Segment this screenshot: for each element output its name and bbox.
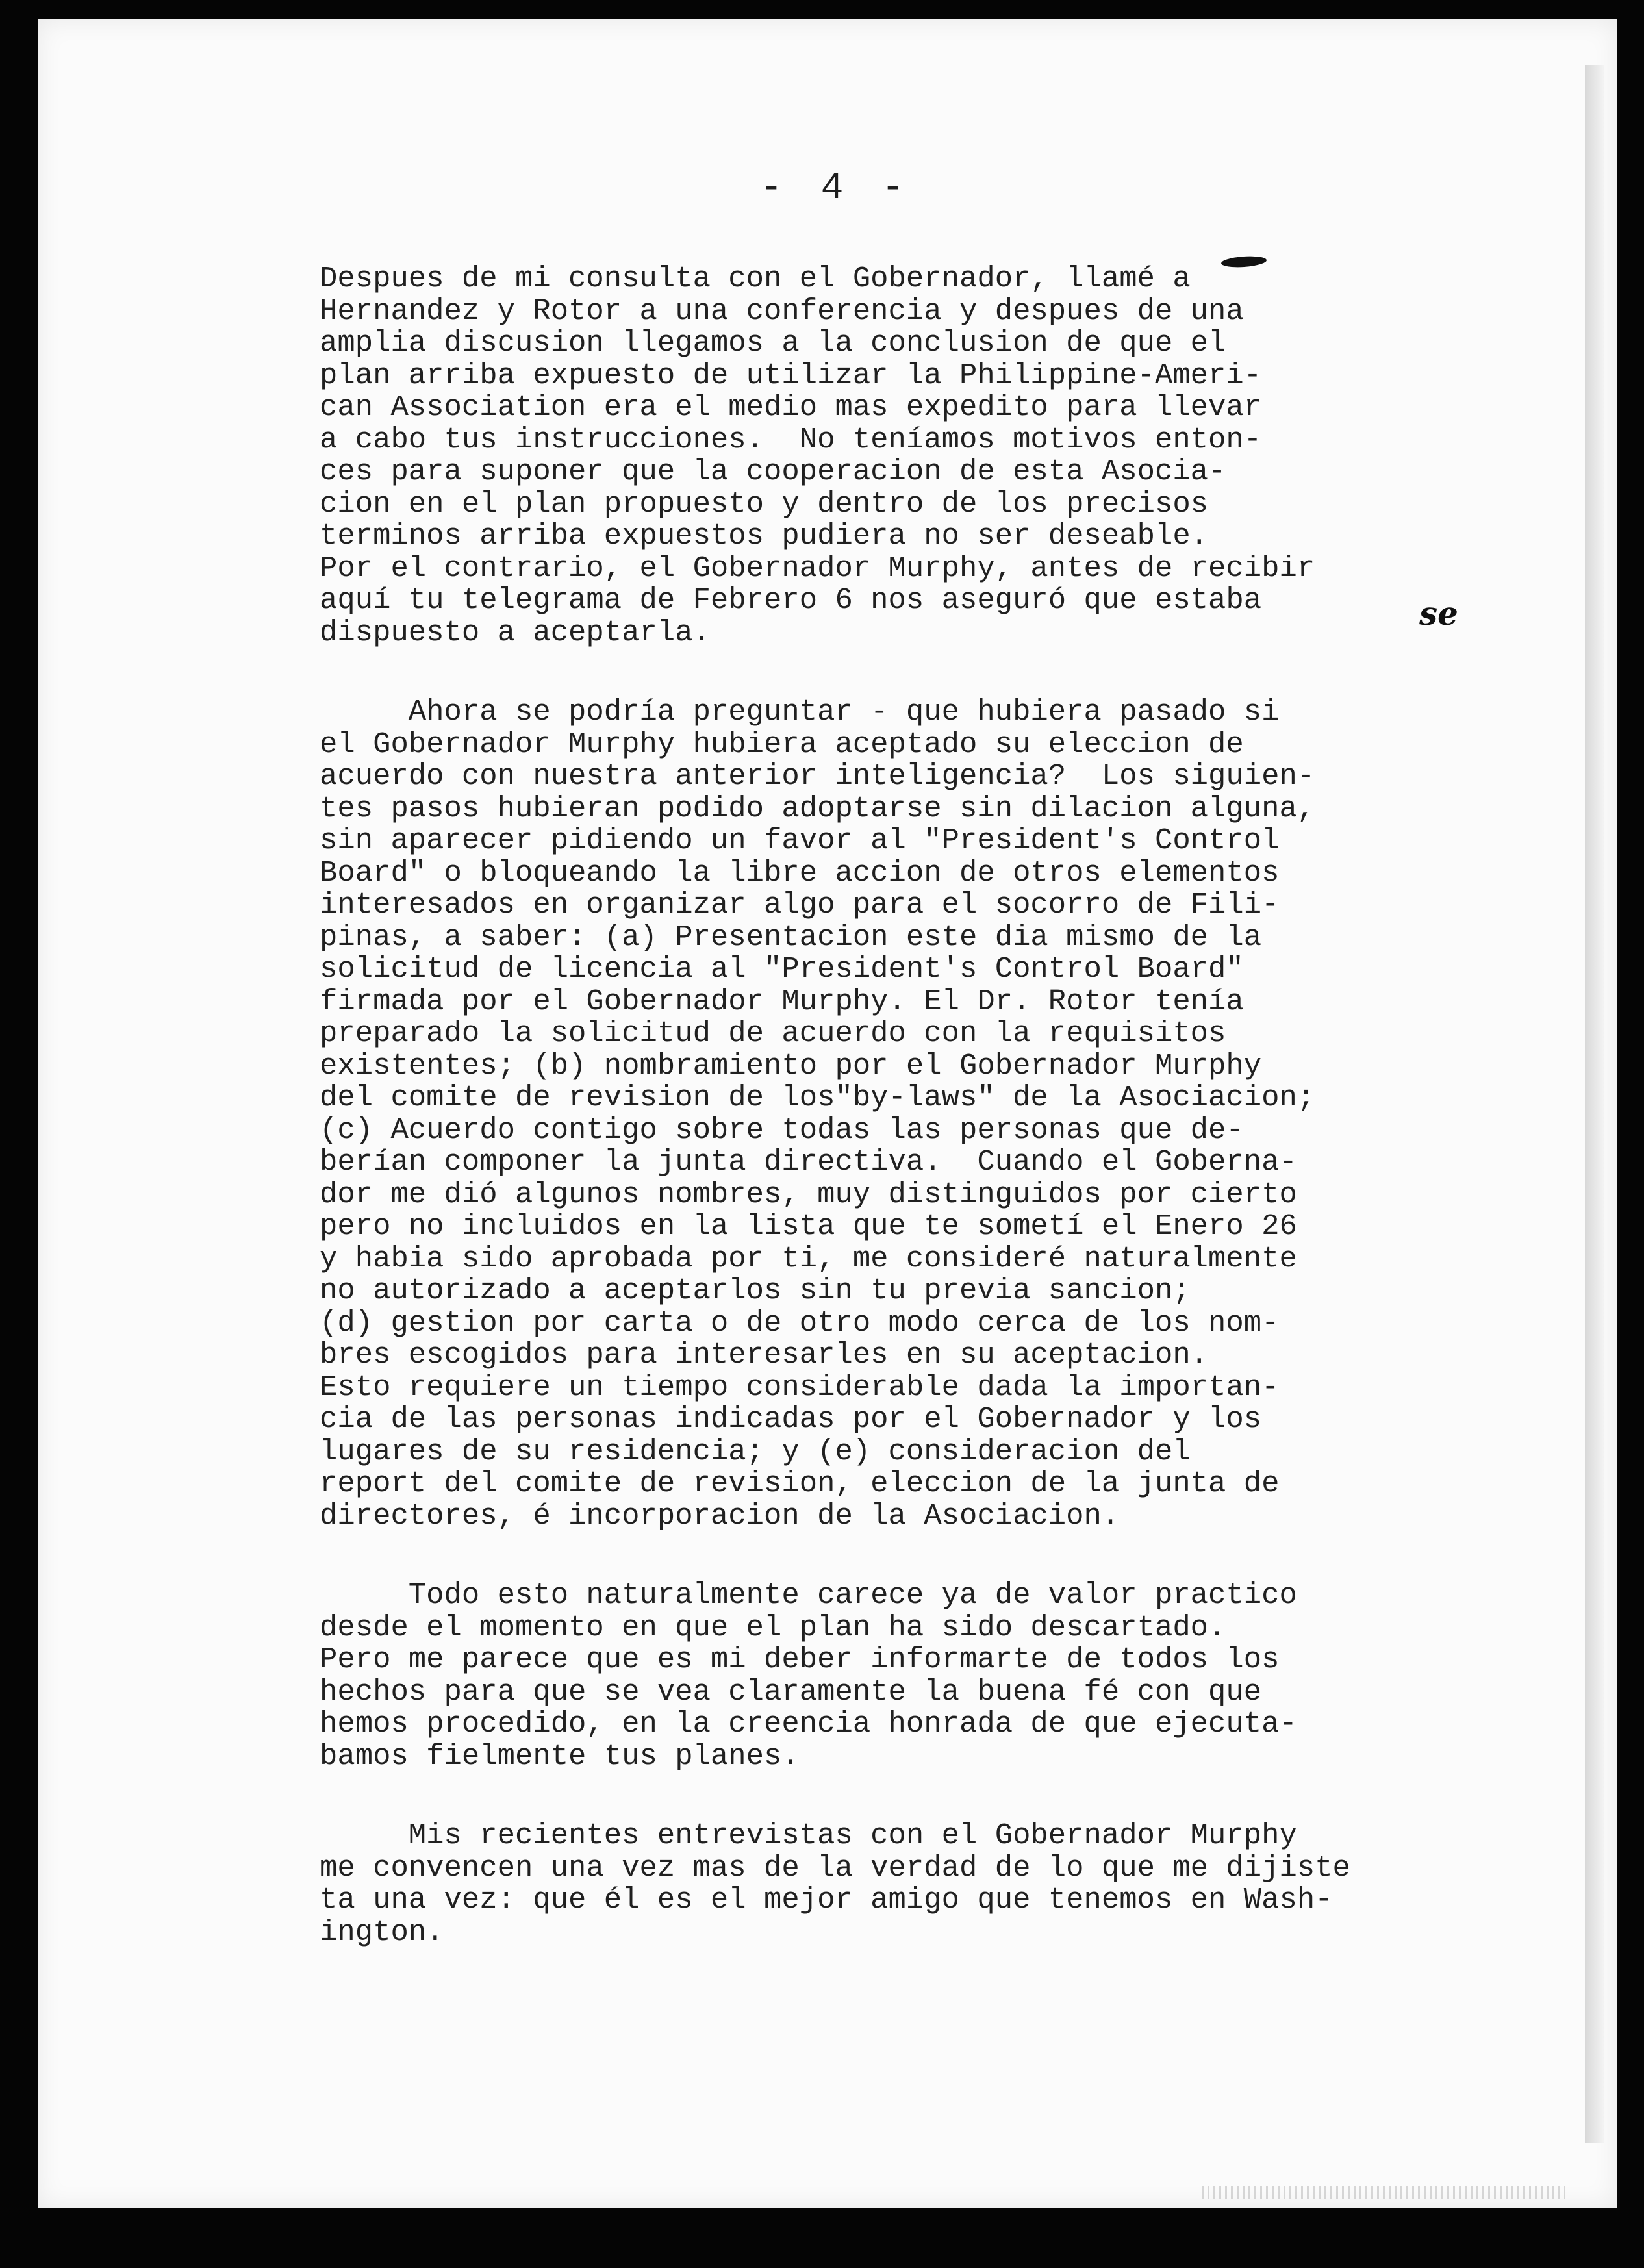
text-line: amplia discusion llegamos a la conclusion de que el: [320, 326, 1226, 360]
page-edge-shadow: [1585, 65, 1604, 2143]
text-line: cia de las personas indicadas por el Gobernador y los: [320, 1402, 1262, 1436]
paragraph-gap: [320, 649, 1482, 696]
paragraph: [320, 263, 1482, 649]
scan-noise: [1202, 2186, 1565, 2199]
text-line: directores, é incorporacion de la Asociacion.: [320, 1498, 1120, 1533]
text-line: hemos procedido, en la creencia honrada de que ejecuta-: [320, 1707, 1297, 1741]
text-line: Hernandez y Rotor a una conferencia y despues de una: [320, 294, 1244, 328]
text-line: me convencen una vez mas de la verdad de lo que me dijiste: [320, 1850, 1350, 1885]
text-line: solicitud de licencia al "President's Control Board": [320, 952, 1244, 986]
text-line: Todo esto naturalmente carece ya de valor practico: [320, 1578, 1297, 1612]
text-line: aquí tu telegrama de Febrero 6 nos aseguró que estaba: [320, 583, 1262, 617]
paragraph-gap: [320, 1772, 1482, 1820]
text-line: desde el momento en que el plan ha sido descartado.: [320, 1610, 1226, 1644]
text-line: Pero me parece que es mi deber informarte de todos los: [320, 1643, 1280, 1676]
text-line: ces para suponer que la cooperacion de esta Asocia-: [320, 455, 1226, 488]
text-line: tes pasos hubieran podido adoptarse sin dilacion alguna,: [320, 791, 1315, 825]
text-line: ta una vez: que él es el mejor amigo que tenemos en Wash-: [320, 1883, 1333, 1917]
text-line: bres escogidos para interesarles en su aceptacion.: [320, 1338, 1209, 1372]
text-line: bamos fielmente tus planes.: [320, 1739, 800, 1773]
text-line: dor me dió algunos nombres, muy distinguidos por cierto: [320, 1177, 1297, 1211]
paragraph: [320, 696, 1482, 1532]
paragraph: [320, 1580, 1482, 1772]
text-line: interesados en organizar algo para el socorro de Fili-: [320, 888, 1280, 922]
text-line: Esto requiere un tiempo considerable dada la importan-: [320, 1370, 1280, 1404]
text-line: (c) Acuerdo contigo sobre todas las personas que de-: [320, 1113, 1244, 1147]
page-number: - 4 -: [760, 168, 913, 210]
text-line: Por el contrario, el Gobernador Murphy, antes de recibir: [320, 551, 1315, 585]
text-line: sin aparecer pidiendo un favor al "President's Control: [320, 824, 1280, 857]
text-line: cion en el plan propuesto y dentro de los precisos: [320, 486, 1209, 521]
text-line: no autorizado a aceptarlos sin tu previa sancion;: [320, 1274, 1191, 1307]
text-line: firmada por el Gobernador Murphy. El Dr. Rotor tenía: [320, 984, 1244, 1018]
text-line: (d) gestion por carta o de otro modo cerca de los nom-: [320, 1305, 1280, 1340]
text-line: Ahora se podría preguntar - que hubiera pasado si: [320, 695, 1280, 729]
letter-body: [320, 263, 1482, 1948]
text-line: lugares de su residencia; y (e) consideracion del: [320, 1434, 1191, 1468]
text-line: del comite de revision de los"by-laws" de la Asociacion;: [320, 1081, 1315, 1115]
text-line: Mis recientes entrevistas con el Gobernador Murphy: [320, 1819, 1297, 1852]
handwritten-annotation: se: [1419, 594, 1458, 633]
text-line: y habia sido aprobada por ti, me consideré naturalmente: [320, 1241, 1297, 1276]
text-line: el Gobernador Murphy hubiera aceptado su eleccion de: [320, 727, 1244, 761]
paragraph: [320, 1820, 1482, 1948]
text-line: report del comite de revision, eleccion de la junta de: [320, 1467, 1280, 1500]
text-line: plan arriba expuesto de utilizar la Philippine-Ameri-: [320, 358, 1262, 392]
text-line: terminos arriba expuestos pudiera no ser deseable.: [320, 519, 1209, 553]
text-line: Despues de mi consulta con el Gobernador, llamé a: [320, 262, 1191, 296]
text-line: existentes; (b) nombramiento por el Gobernador Murphy: [320, 1048, 1262, 1083]
text-line: hechos para que se vea claramente la buena fé con que: [320, 1674, 1262, 1709]
text-line: Board" o bloqueando la libre accion de otros elementos: [320, 855, 1280, 890]
text-line: a cabo tus instrucciones. No teníamos motivos enton-: [320, 422, 1262, 457]
text-line: ington.: [320, 1915, 444, 1949]
paragraph-gap: [320, 1532, 1482, 1580]
text-line: pinas, a saber: (a) Presentacion este dia mismo de la: [320, 920, 1262, 954]
text-line: dispuesto a aceptarla.: [320, 615, 711, 649]
text-line: can Association era el medio mas expedito para llevar: [320, 390, 1262, 424]
text-line: preparado la solicitud de acuerdo con la requisitos: [320, 1016, 1226, 1050]
text-line: berían componer la junta directiva. Cuando el Goberna-: [320, 1145, 1297, 1179]
text-line: pero no incluidos en la lista que te sometí el Enero 26: [320, 1209, 1297, 1243]
text-line: acuerdo con nuestra anterior inteligencia? Los siguien-: [320, 759, 1315, 793]
